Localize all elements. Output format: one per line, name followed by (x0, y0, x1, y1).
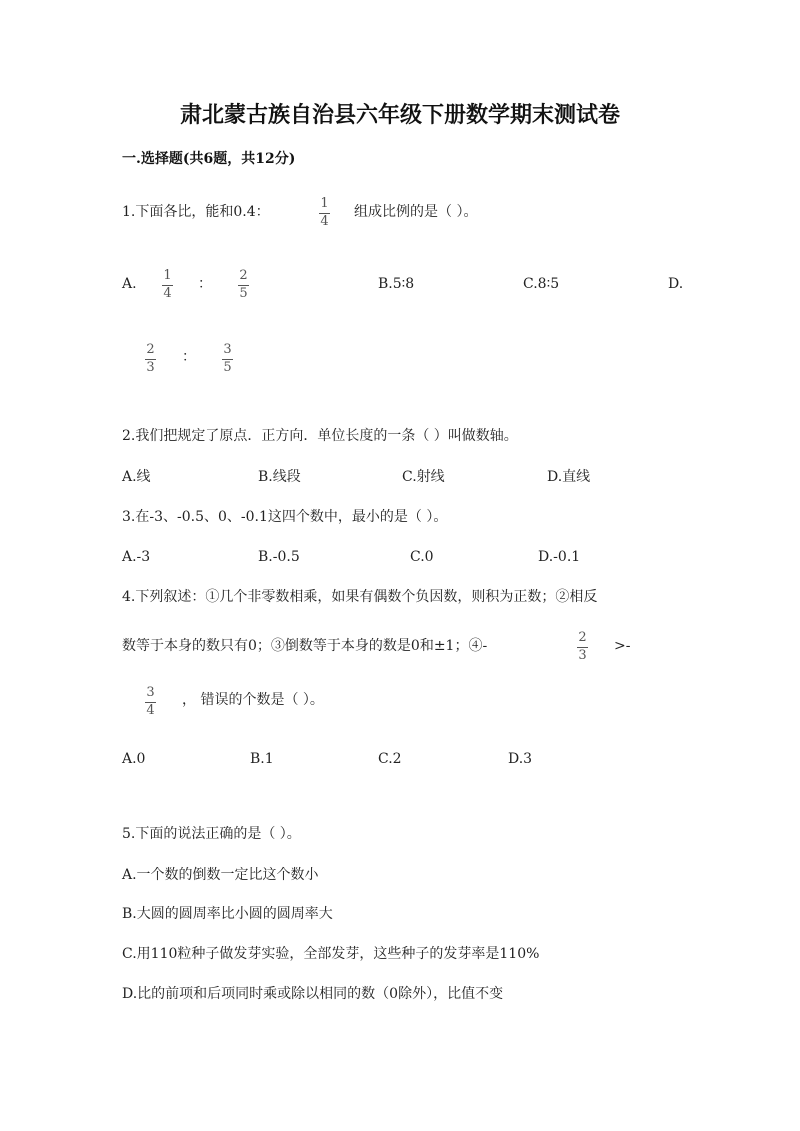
question-3-option-c: C.0 (410, 549, 434, 565)
fraction-numerator: 1 (320, 196, 329, 211)
question-2-stem: 2.我们把规定了原点．正方向．单位长度的一条（ ）叫做数轴。 (122, 428, 518, 444)
question-2-option-c: C.射线 (402, 469, 445, 485)
fraction-denominator: 5 (223, 360, 232, 375)
question-3-option-b: B.-0.5 (258, 549, 300, 565)
question-4-option-c: C.2 (378, 751, 402, 767)
question-3-stem: 3.在-3、-0.5、0、-0.1这四个数中，最小的是（ ）。 (122, 509, 448, 525)
question-1-option-d-fraction-1 (145, 343, 156, 375)
question-1-option-a-fraction-1 (162, 269, 173, 301)
question-2-option-a: A.线 (122, 469, 151, 485)
question-1-option-a-fraction-2 (238, 269, 249, 301)
question-2-option-b: B.线段 (258, 469, 301, 485)
question-1-option-a-label: A. (122, 276, 137, 292)
question-1-stem-fraction (319, 197, 330, 229)
fraction-denominator: 5 (239, 286, 248, 301)
fraction-denominator: 4 (163, 286, 172, 301)
question-1-option-c: C.8∶5 (523, 276, 560, 292)
question-5-option-c: C.用110粒种子做发芽实验，全部发芽，这些种子的发芽率是110% (122, 946, 540, 962)
question-4-line-1: 4.下列叙述：①几个非零数相乘，如果有偶数个负因数，则积为正数；②相反 (122, 589, 598, 605)
fraction-numerator: 2 (146, 342, 155, 357)
fraction-numerator: 1 (163, 268, 172, 283)
question-4-option-a: A.0 (122, 751, 146, 767)
question-5-option-d: D.比的前项和后项同时乘或除以相同的数（0除外），比值不变 (122, 986, 504, 1002)
question-4-fraction-1 (577, 631, 588, 663)
question-3-option-d: D.-0.1 (538, 549, 581, 565)
fraction-numerator: 2 (578, 630, 587, 645)
question-1-option-b: B.5∶8 (378, 276, 415, 292)
question-5-option-a: A.一个数的倒数一定比这个数小 (122, 867, 319, 883)
fraction-denominator: 3 (146, 360, 155, 375)
question-5-option-b: B.大圆的圆周率比小圆的圆周率大 (122, 906, 333, 922)
question-1-option-a-colon: ： (198, 276, 212, 292)
question-1-stem-start: 1.下面各比，能和0.4： (122, 204, 270, 220)
question-4-line-2: 数等于本身的数只有0；③倒数等于本身的数是0和±1；④- (122, 638, 488, 654)
question-1-option-d-colon: ： (182, 349, 196, 365)
section-heading: 一.选择题(共6题，共12分) (122, 151, 296, 167)
question-1-option-d-label: D. (668, 276, 684, 292)
fraction-numerator: 3 (223, 342, 232, 357)
question-4-line-2-end: >- (614, 638, 631, 654)
fraction-numerator: 3 (146, 685, 155, 700)
fraction-denominator: 4 (320, 214, 329, 229)
question-4-option-b: B.1 (250, 751, 274, 767)
fraction-denominator: 3 (578, 648, 587, 663)
question-2-option-d: D.直线 (547, 469, 591, 485)
question-3-option-a: A.-3 (122, 549, 151, 565)
page-title: 肃北蒙古族自治县六年级下册数学期末测试卷 (179, 102, 620, 128)
question-1-option-d-fraction-2 (222, 343, 233, 375)
question-5-stem: 5.下面的说法正确的是（ ）。 (122, 826, 301, 842)
question-4-line-3: ， 错误的个数是（ ）。 (182, 692, 324, 708)
question-4-fraction-2 (145, 686, 156, 718)
question-1-stem-end: 组成比例的是（ ）。 (354, 204, 478, 220)
fraction-numerator: 2 (239, 268, 248, 283)
fraction-denominator: 4 (146, 703, 155, 718)
question-4-option-d: D.3 (508, 751, 533, 767)
